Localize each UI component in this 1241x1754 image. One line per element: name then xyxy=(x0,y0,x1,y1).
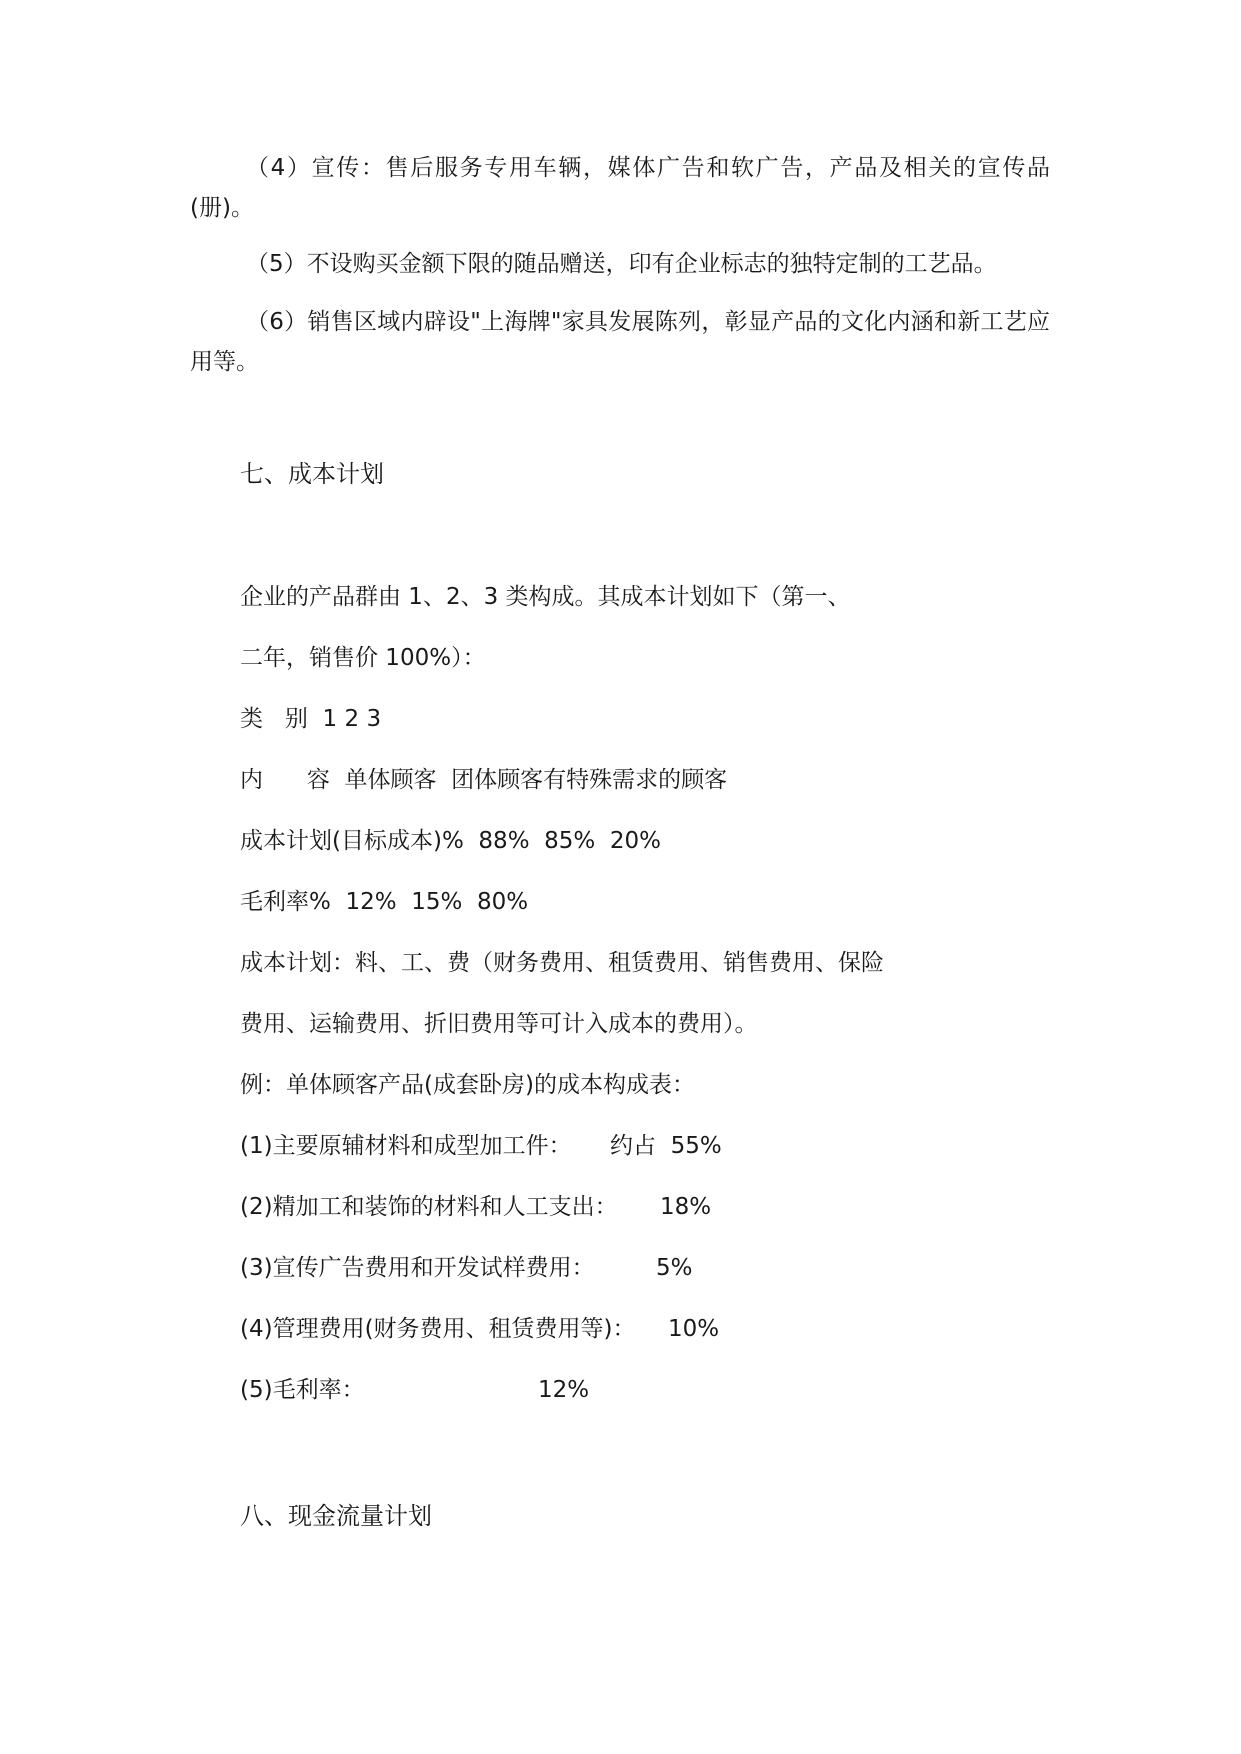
cost-items-line-2: 费用、运输费用、折旧费用等可计入成本的费用）。 xyxy=(240,1011,758,1037)
cost-plan-intro-line-2: 二年，销售价 100%）： xyxy=(240,645,486,671)
paragraph-promotion-item-5: （5）不设购买金额下限的随品赠送，印有企业标志的独特定制的工艺品。 xyxy=(246,251,997,277)
section-heading-cash-flow-plan: 八、现金流量计划 xyxy=(240,1502,432,1530)
cost-breakdown-value: 约占 55% xyxy=(610,1133,722,1159)
cost-breakdown-value: 5% xyxy=(656,1255,693,1281)
cost-breakdown-example-title: 例：单体顾客产品(成套卧房)的成本构成表： xyxy=(240,1072,695,1098)
cost-breakdown-value: 12% xyxy=(538,1377,590,1403)
cost-breakdown-value: 10% xyxy=(668,1316,720,1342)
cost-breakdown-value: 18% xyxy=(660,1194,712,1220)
cost-table-target-cost-row: 成本计划(目标成本)% 88% 85% 20% xyxy=(240,828,662,854)
section-heading-cost-plan: 七、成本计划 xyxy=(240,460,384,488)
cost-plan-intro-line-1: 企业的产品群由 1、2、3 类构成。其成本计划如下（第一、 xyxy=(240,584,851,610)
cost-breakdown-label: (1)主要原辅材料和成型加工件： xyxy=(240,1133,572,1159)
cost-table-content-row: 内 容 单体顾客 团体顾客有特殊需求的顾客 xyxy=(240,767,728,793)
cost-breakdown-label: (5)毛利率： xyxy=(240,1377,365,1403)
cost-breakdown-label: (4)管理费用(财务费用、租赁费用等)： xyxy=(240,1316,636,1342)
cost-table-gross-margin-row: 毛利率% 12% 15% 80% xyxy=(240,889,529,915)
cost-items-line-1: 成本计划：料、工、费（财务费用、租赁费用、销售费用、保险 xyxy=(240,950,884,976)
cost-breakdown-label: (2)精加工和装饰的材料和人工支出： xyxy=(240,1194,618,1220)
cost-table-category-row: 类 别 1 2 3 xyxy=(240,706,382,732)
paragraph-promotion-item-4: （4）宣传：售后服务专用车辆，媒体广告和软广告，产品及相关的宣传品(册)。 xyxy=(190,155,1050,221)
paragraph-promotion-item-6: （6）销售区域内辟设"上海牌"家具发展陈列，彰显产品的文化内涵和新工艺应用等。 xyxy=(190,309,1050,375)
cost-breakdown-label: (3)宣传广告费用和开发试样费用： xyxy=(240,1255,595,1281)
